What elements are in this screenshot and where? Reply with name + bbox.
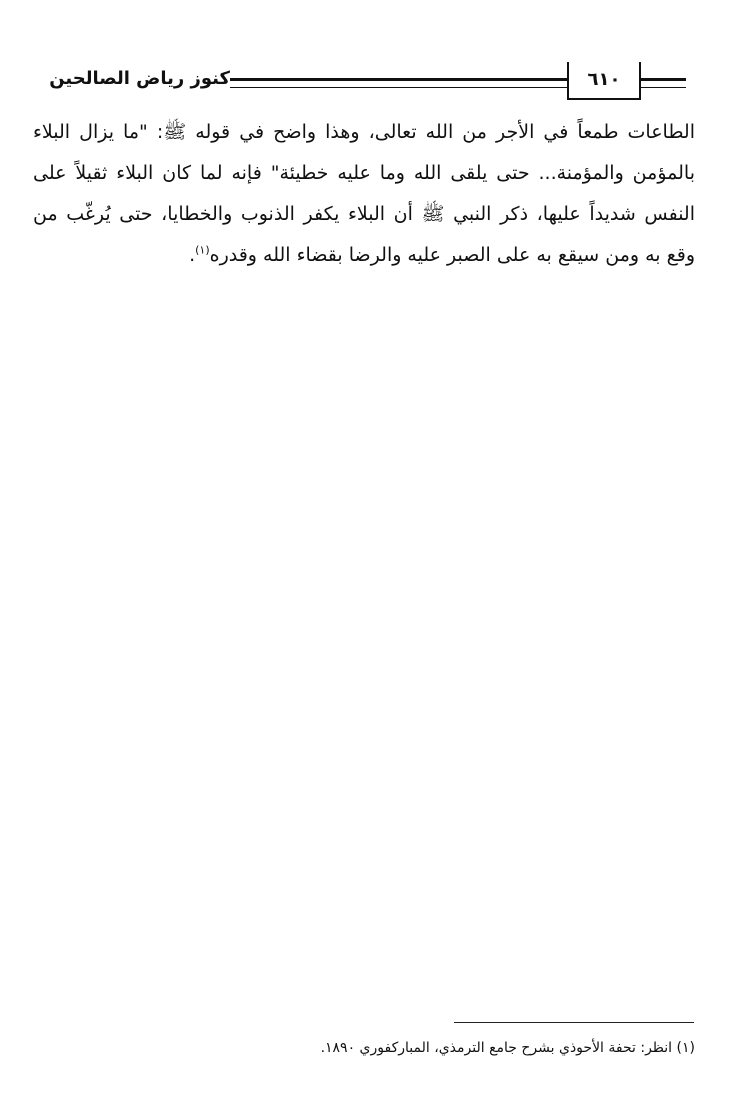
body-text xyxy=(33,112,695,276)
paragraph-text: الطاعات طمعاً في الأجر من الله تعالى، وهذا واضح في قوله ﷺ: "ما يزال البلاء بالمؤمن والمؤمنة... حتى يلقى الله وما عليه خطيئة" فإنه لما كان البلاء ثقيلاً على النفس شديداً عليها، ذكر النبي ﷺ أن البلاء يكفر الذنوب والخطايا، حتى يُرغّب من وقع به ومن سيقع به على الصبر عليه والرضا بقضاء الله وقدره xyxy=(33,121,695,266)
footnote: (١) انظر: تحفة الأحوذي بشرح جامع الترمذي، المباركفوري ١٨٩٠. xyxy=(320,1040,695,1056)
paragraph-ending: . xyxy=(189,244,196,266)
body-paragraph xyxy=(33,112,695,276)
page-number: ٦١٠ xyxy=(567,62,641,100)
header-rule-left xyxy=(230,78,568,88)
footnote-marker: (١) xyxy=(195,243,210,257)
header-rule-right xyxy=(640,78,686,88)
footnote-divider xyxy=(454,1022,694,1023)
page-header xyxy=(0,56,731,106)
running-title: كنوز رياض الصالحين xyxy=(49,68,230,89)
